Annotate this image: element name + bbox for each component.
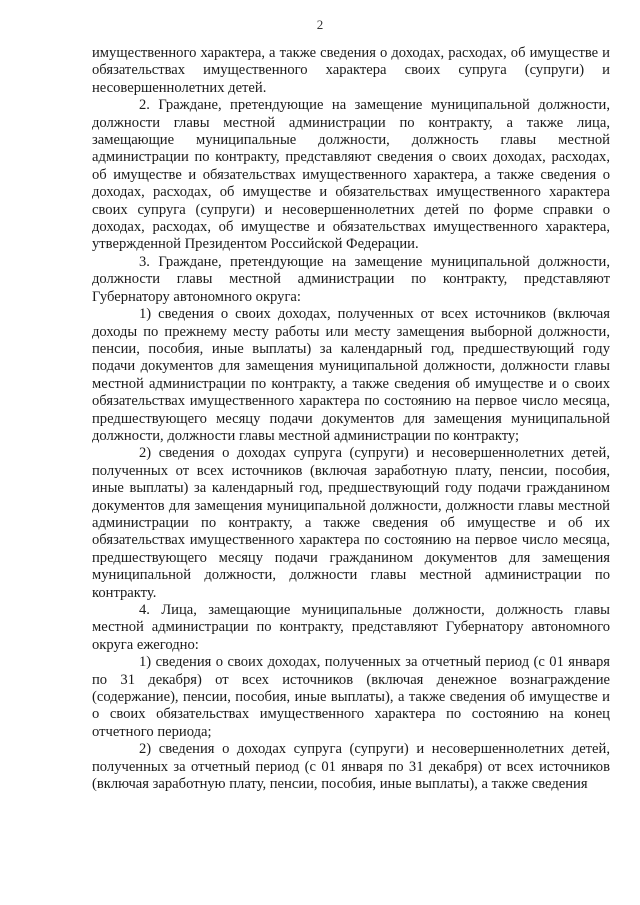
paragraph-4-item-1: 1) сведения о своих доходах, полученных за отчетный период (с 01 января по 31 декабря) от всех источников (включая денежное вознаграждение (содержание), пенсии, пособия, иные выплаты), а также сведения об имуществе и о своих обязательствах имущественного характера по состоянию на конец отчетного периода; — [92, 654, 610, 740]
paragraph-2-applicants-report-format: 2. Граждане, претендующие на замещение муниципальной должности, должности главы местной администрации по контракту, а также лица, замещающие муниципальные должности, должность главы местной администрации по контракту, представляют сведения о своих доходах, расходах, об имуществе и обязательствах имущественного характера, а также сведения о доходах, расходах, об имуществе и обязательствах имущественного характера своих супруга (супруги) и несовершеннолетних детей по форме справки о доходах, расходах, об имуществе и обязательствах имущественного характера, утвержденной Президентом Российской Федерации. — [92, 97, 610, 253]
paragraph-3-applicants-submit: 3. Граждане, претендующие на замещение муниципальной должности, должности главы местной администрации по контракту, представляют Губернатору автономного округа: — [92, 253, 610, 305]
paragraph-3-item-2: 2) сведения о доходах супруга (супруги) и несовершеннолетних детей, полученных от всех источников (включая заработную плату, пенсии, пособия, иные выплаты) за календарный год, предшествующий году подачи гражданином документов для замещения муниципальной должности, должности главы местной администрации по контракту, а также сведения об имуществе и об их обязательствах имущественного характера по состоянию на первое число месяца, предшествующего месяцу подачи гражданином документов для замещения муниципальной должности, должности главы местной администрации по контракту. — [92, 445, 610, 601]
paragraph-4-officials-submit: 4. Лица, замещающие муниципальные должности, должность главы местной администрации по контракту, представляют Губернатору автономного округа ежегодно: — [92, 602, 610, 653]
paragraph-4-item-2: 2) сведения о доходах супруга (супруги) и несовершеннолетних детей, полученных за отчетный период (с 01 января по 31 декабря) от всех источников (включая заработную плату, пенсии, пособия, иные выплаты), а также сведения — [92, 741, 610, 793]
paragraph-3-item-1: 1) сведения о своих доходах, полученных от всех источников (включая доходы по прежнему месту работы или месту замещения выборной должности, пенсии, пособия, иные выплаты) за календарный год, предшествующий году подачи документов для замещения муниципальной должности, должности главы местной администрации по контракту, а также сведения об имуществе и о своих обязательствах имущественного характера по состоянию на первое число месяца, предшествующего месяцу подачи документов для замещения муниципальной должности, должности главы местной администрации по контракту; — [92, 306, 610, 444]
document-body — [92, 45, 610, 793]
page-number: 2 — [316, 17, 324, 32]
paragraph: имущественного характера, а также сведения о доходах, расходах, об имуществе и обязательствах имущественного характера своих супруга (супруги) и несовершеннолетних детей. — [92, 45, 610, 96]
